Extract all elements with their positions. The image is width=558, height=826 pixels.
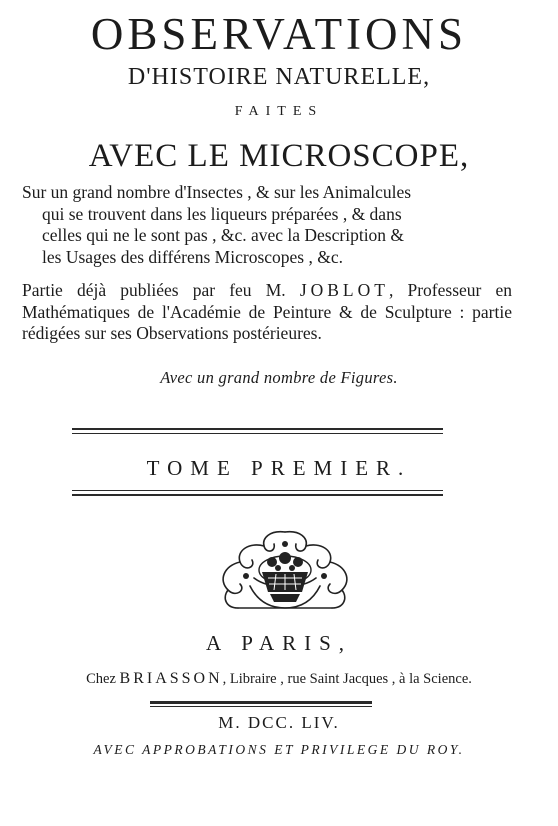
- publisher-name: BRIASSON: [119, 670, 223, 687]
- faites-line: FAITES: [234, 104, 324, 119]
- imprint-city: A PARIS,: [205, 631, 353, 655]
- publisher-prefix: Chez: [86, 671, 116, 687]
- authorship-rest: , Professeur en Mathématiques de l'Académie de Peinture & de Sculpture : partie rédigées sur ses Observations postérieures.: [22, 280, 513, 343]
- description-line-3: celles qui ne le sont pas , &c. avec la Description &: [42, 225, 405, 245]
- floral-basket-vignette-icon: [210, 528, 360, 612]
- authorship-paragraph: [22, 280, 512, 345]
- subtitle: D'HISTOIRE NATURELLE,: [127, 64, 431, 90]
- author-name: JOBLOT: [299, 280, 389, 300]
- microscope-title: AVEC LE MICROSCOPE,: [88, 138, 470, 174]
- description-line-2: qui se trouvent dans les liqueurs préparées , & dans: [42, 203, 402, 224]
- rule-mid-thin: [72, 490, 443, 491]
- main-title: OBSERVATIONS: [90, 9, 468, 59]
- authorship-prefix: Partie déjà publiées par feu M.: [22, 280, 286, 300]
- description-line-4: les Usages des différens Microscopes , &c.: [42, 246, 343, 267]
- approbation-line: AVEC APPROBATIONS ET PRIVILEGE DU ROY.: [93, 742, 465, 757]
- publisher-line: [0, 671, 558, 687]
- rule-top-thick: [72, 428, 443, 430]
- description-line-1: Sur un grand nombre d'Insectes , & sur les Animalcules: [22, 182, 412, 202]
- imprint-date: M. DCC. LIV.: [218, 713, 340, 732]
- volume-label: TOME PREMIER.: [146, 456, 412, 480]
- figures-note: Avec un grand nombre de Figures.: [160, 368, 398, 387]
- publisher-rest: , Libraire , rue Saint Jacques , à la Science.: [222, 671, 472, 687]
- rule-top-thin: [72, 433, 443, 434]
- description-paragraph: [22, 182, 512, 268]
- rule-bottom-thick: [150, 701, 372, 704]
- rule-bottom-thin: [150, 706, 372, 707]
- rule-mid-thick: [72, 494, 443, 496]
